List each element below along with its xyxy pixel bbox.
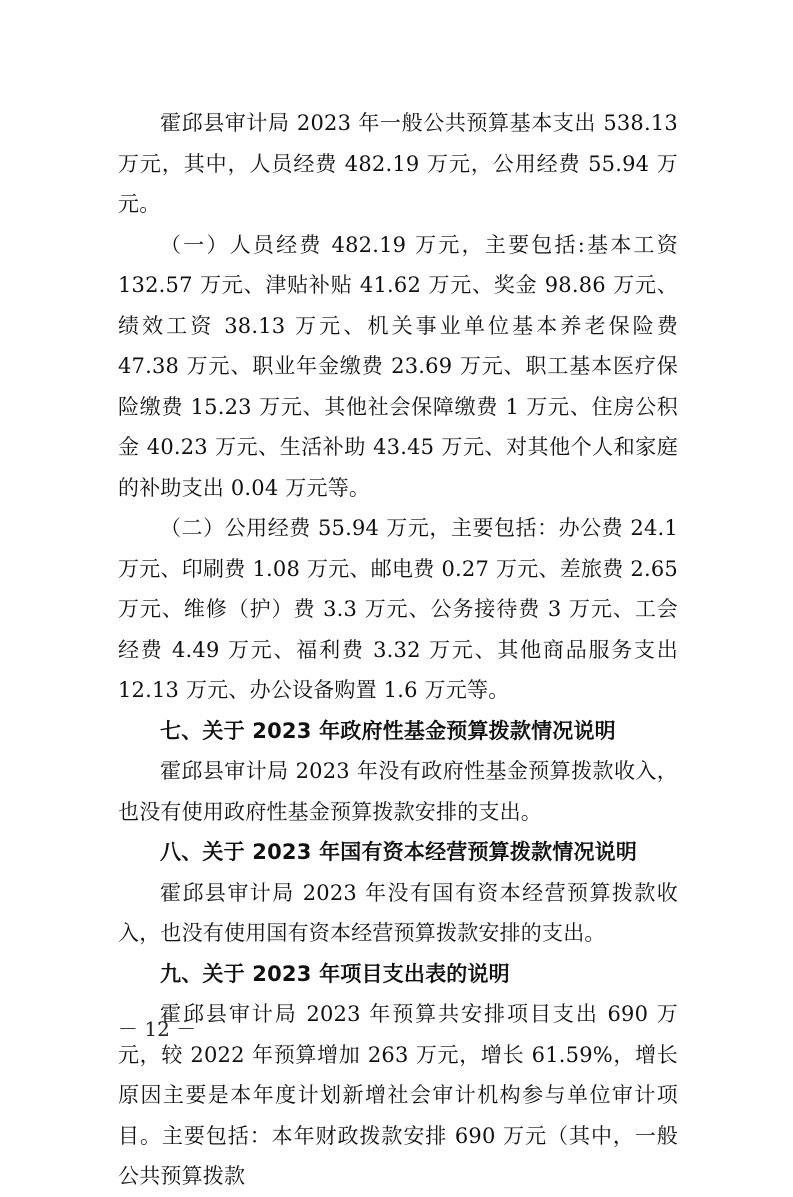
heading-government-fund: 七、关于 2023 年政府性基金预算拨款情况说明 [160,718,616,743]
heading-state-capital: 八、关于 2023 年国有资本经营预算拨款情况说明 [160,840,638,864]
paragraph-personnel-expenses: （一）人员经费 482.19 万元，主要包括:基本工资 132.57 万元、津贴补贴 41.62 万元、奖金 98.86 万元、绩效工资 38.13 万元、机关事业单位基本养老保险费 47.38 万元、职业年金缴费 23.69 万元、职工基本医疗保险缴费 15.23 万元、其他社会保障缴费 1 万元、住房公积金 40.23 万元、生活补助 43.45 万元、对其他个人和家庭的补助支出 0.04 万元等。 [118,232,678,500]
paragraph-public-expenses: （二）公用经费 55.94 万元，主要包括：办公费 24.1 万元、印刷费 1.08 万元、邮电费 0.27 万元、差旅费 2.65 万元、维修（护）费 3.3 万元、公务接待费 3 万元、工会经费 4.49 万元、福利费 3.32 万元、其他商品服务支出 12.13 万元、办公设备购置 1.6 万元等。 [118,516,678,702]
paragraph-basic-expenditure: 霍邱县审计局 2023 年一般公共预算基本支出 538.13 万元，其中，人员经费 482.19 万元，公用经费 55.94 万元。 [118,111,678,216]
body-text [118,103,678,1197]
page-number: － 12 － [118,1017,197,1041]
paragraph-government-fund: 霍邱县审计局 2023 年没有政府性基金预算拨款收入，也没有使用政府性基金预算拨款安排的支出。 [118,759,678,824]
heading-project-expenditure: 九、关于 2023 年项目支出表的说明 [160,961,510,986]
paragraph-project-expenditure: 霍邱县审计局 2023 年预算共安排项目支出 690 万元，较 2022 年预算增加 263 万元，增长 61.59%，增长原因主要是本年度计划新增社会审计机构参与单位审计项目。主要包括：本年财政拨款安排 690 万元（其中，一般公共预算拨款 [118,1002,678,1188]
paragraph-state-capital: 霍邱县审计局 2023 年没有国有资本经营预算拨款收入，也没有使用国有资本经营预算拨款安排的支出。 [118,880,678,945]
